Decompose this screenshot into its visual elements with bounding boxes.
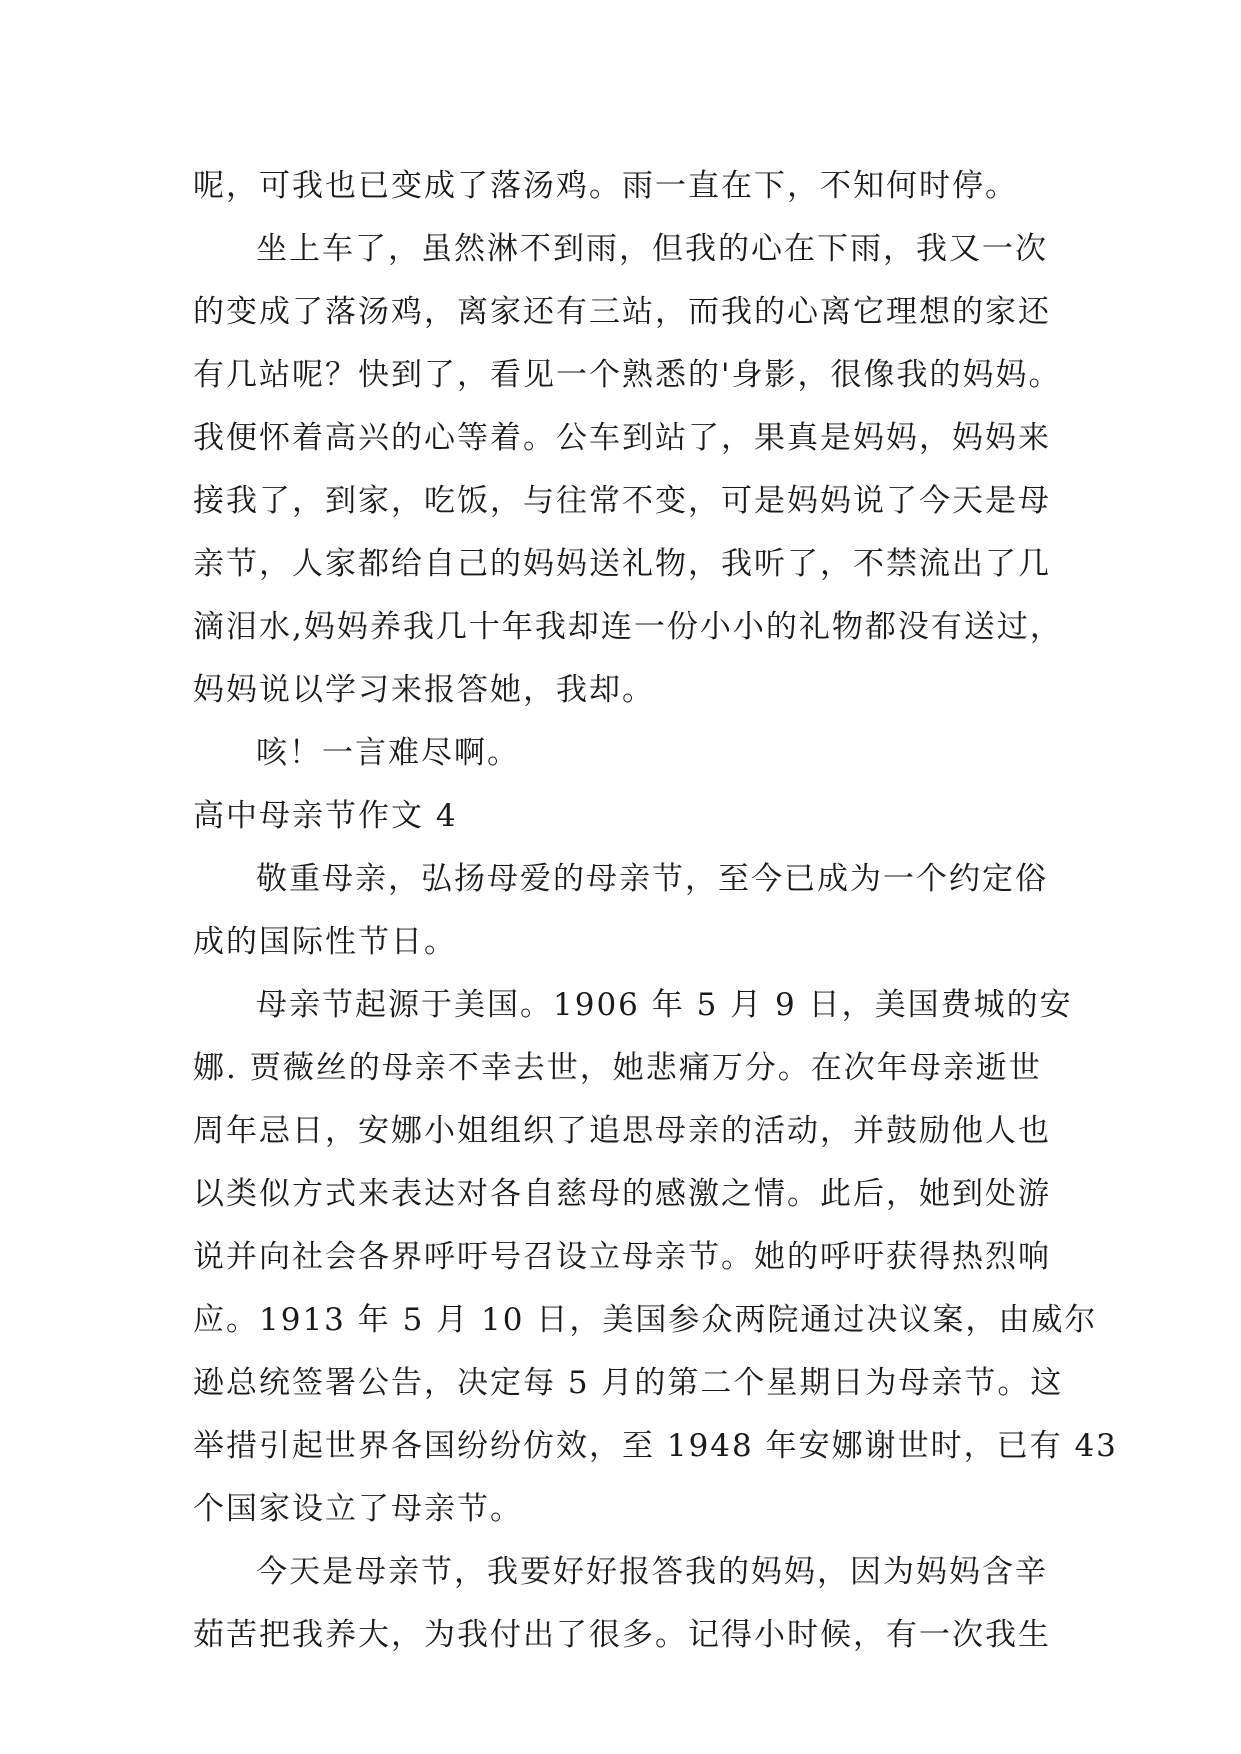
text-line: 有几站呢？快到了，看见一个熟悉的'身影，很像我的妈妈。 xyxy=(193,357,1062,393)
text-line: 我便怀着高兴的心等着。公车到站了，果真是妈妈，妈妈来 xyxy=(193,420,1051,456)
text-line: 个国家设立了母亲节。 xyxy=(193,1491,523,1527)
paragraph-start-line: 敬重母亲，弘扬母爱的母亲节，至今已成为一个约定俗 xyxy=(256,861,1048,897)
paragraph-start-line: 母亲节起源于美国。1906 年 5 月 9 日，美国费城的安 xyxy=(256,987,1073,1023)
text-line: 接我了，到家，吃饭，与往常不变，可是妈妈说了今天是母 xyxy=(193,483,1051,519)
text-line: 逊总统签署公告，决定每 5 月的第二个星期日为母亲节。这 xyxy=(193,1365,1064,1401)
text-line: 以类似方式来表达对各自慈母的感激之情。此后，她到处游 xyxy=(193,1176,1051,1212)
text-line: 应。1913 年 5 月 10 日，美国参众两院通过决议案，由威尔 xyxy=(193,1302,1098,1338)
text-line: 滴泪水,妈妈养我几十年我却连一份小小的礼物都没有送过， xyxy=(193,609,1063,645)
paragraph-start-line: 咳！一言难尽啊。 xyxy=(256,735,520,771)
text-line: 的变成了落汤鸡，离家还有三站，而我的心离它理想的家还 xyxy=(193,294,1051,330)
text-line: 娜. 贾薇丝的母亲不幸去世，她悲痛万分。在次年母亲逝世 xyxy=(193,1050,1042,1086)
paragraph-start-line: 坐上车了，虽然淋不到雨，但我的心在下雨，我又一次 xyxy=(256,231,1048,267)
text-line: 说并向社会各界呼吁号召设立母亲节。她的呼吁获得热烈响 xyxy=(193,1239,1051,1275)
text-line: 亲节，人家都给自己的妈妈送礼物，我听了，不禁流出了几 xyxy=(193,546,1051,582)
paragraph-start-line: 今天是母亲节，我要好好报答我的妈妈，因为妈妈含辛 xyxy=(256,1554,1048,1590)
text-line: 妈妈说以学习来报答她，我却。 xyxy=(193,672,655,708)
text-line: 周年忌日，安娜小姐组织了追思母亲的活动，并鼓励他人也 xyxy=(193,1113,1051,1149)
text-line: 呢，可我也已变成了落汤鸡。雨一直在下，不知何时停。 xyxy=(193,168,1018,204)
text-line: 成的国际性节日。 xyxy=(193,924,457,960)
text-line: 举措引起世界各国纷纷仿效，至 1948 年安娜谢世时，已有 43 xyxy=(193,1428,1118,1464)
text-line: 茹苦把我养大，为我付出了很多。记得小时候，有一次我生 xyxy=(193,1617,1051,1653)
section-heading: 高中母亲节作文 4 xyxy=(193,798,458,834)
